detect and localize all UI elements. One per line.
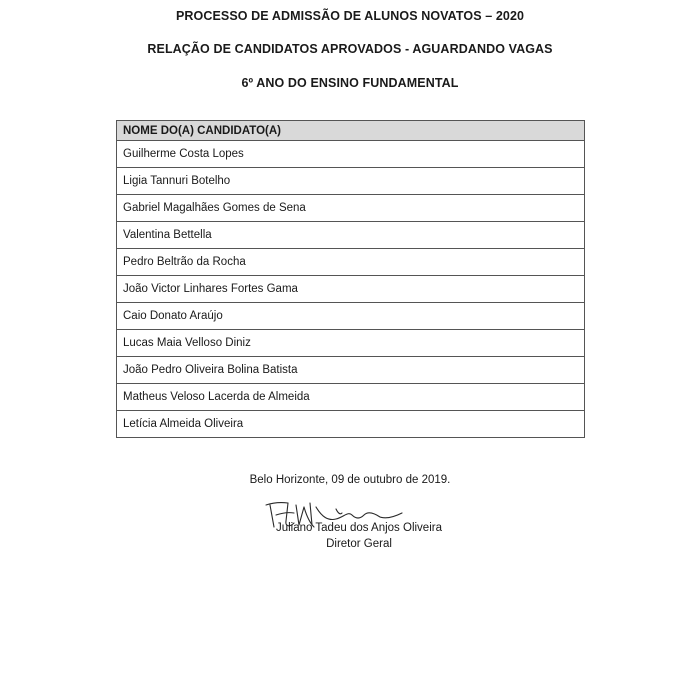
table-row (117, 222, 585, 249)
candidate-name-cell: Guilherme Costa Lopes (117, 141, 585, 168)
candidate-name-cell: Lucas Maia Velloso Diniz (117, 330, 585, 357)
place-and-date: Belo Horizonte, 09 de outubro de 2019. (249, 474, 451, 486)
signer-name: Juliano Tadeu dos Anjos Oliveira (275, 522, 442, 534)
candidate-name-cell: Caio Donato Araújo (117, 303, 585, 330)
candidate-name-cell: Valentina Bettella (117, 222, 585, 249)
candidate-name-cell: Pedro Beltrão da Rocha (117, 249, 585, 276)
document-subtitle: RELAÇÃO DE CANDIDATOS APROVADOS - AGUARDANDO VAGAS (147, 42, 553, 56)
table-row (117, 249, 585, 276)
candidate-name-cell: João Pedro Oliveira Bolina Batista (117, 357, 585, 384)
candidate-name-cell: João Victor Linhares Fortes Gama (117, 276, 585, 303)
table-row (117, 357, 585, 384)
column-header-candidate-name: NOME DO(A) CANDIDATO(A) (117, 121, 585, 141)
grade-level-heading: 6º ANO DO ENSINO FUNDAMENTAL (241, 76, 459, 90)
table-row (117, 276, 585, 303)
table-row (117, 141, 585, 168)
document-title: PROCESSO DE ADMISSÃO DE ALUNOS NOVATOS – 2020 (175, 9, 525, 23)
table-row (117, 168, 585, 195)
table-row (117, 303, 585, 330)
signer-role: Diretor Geral (326, 538, 392, 550)
table-row (117, 330, 585, 357)
candidates-table (116, 120, 585, 438)
table-row (117, 195, 585, 222)
candidate-name-cell: Gabriel Magalhães Gomes de Sena (117, 195, 585, 222)
candidate-name-cell: Ligia Tannuri Botelho (117, 168, 585, 195)
table-row (117, 411, 585, 438)
table-header-row (117, 121, 585, 141)
table-row (117, 384, 585, 411)
candidate-name-cell: Letícia Almeida Oliveira (117, 411, 585, 438)
candidate-name-cell: Matheus Veloso Lacerda de Almeida (117, 384, 585, 411)
